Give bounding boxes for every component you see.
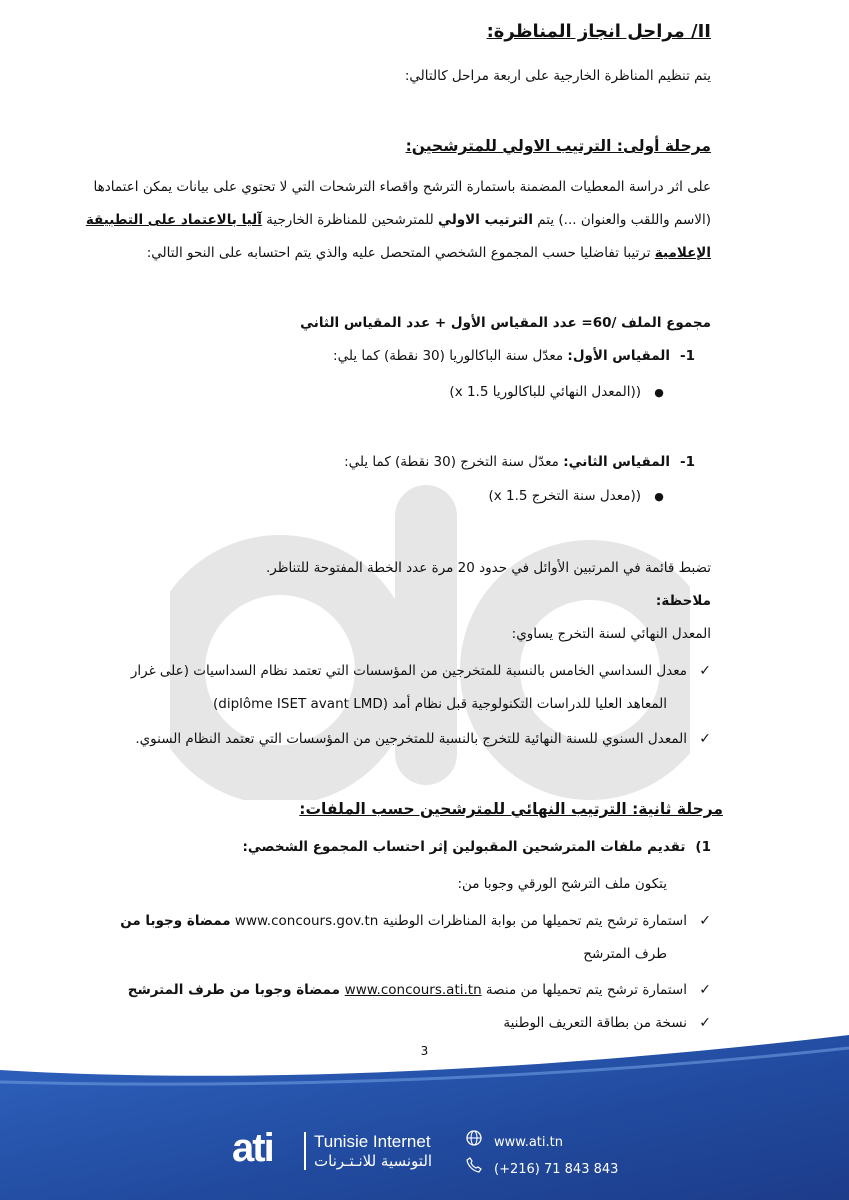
check-text: معدل السداسي الخامس بالنسبة للمتخرجين من المؤسسات التي تعتمد نظام السداسيات (على غرار [130, 663, 687, 679]
text-run: ترتيبا تفاضليا حسب المجموع الشخصي المتحصل عليه والذي يتم احتسابه على النحو التالي: [146, 245, 655, 261]
item-bold-text: ممضاة وجوبا من طرف المترشح [127, 982, 345, 998]
subheading-text: تقديم ملفات المترشحين المقبولين إثر احتساب المجموع الشخصي: [242, 839, 686, 855]
bullet-icon: ● [654, 490, 664, 503]
checkmark-icon: ✓ [699, 982, 711, 998]
list-number: 1- [679, 348, 695, 364]
criterion1-line [0, 346, 695, 366]
criterion-label: المقياس الثاني: [563, 454, 670, 470]
criterion1-bullet [0, 382, 667, 403]
criterion2-bullet [0, 486, 667, 507]
stage1-paragraph-line2 [0, 210, 711, 230]
composition-text: يتكون ملف الترشح الورقي وجوبا من: [457, 876, 667, 892]
criterion-label: المقياس الأول: [567, 348, 670, 364]
brand-arabic: التونسية للانـتـرنات [314, 1152, 433, 1170]
checkmark-icon: ✓ [699, 663, 711, 679]
stage2-subheading [0, 837, 711, 857]
item-text: استمارة ترشح يتم تحميلها من بوابة المناظرات الوطنية www.concours.gov.tn [230, 913, 687, 929]
checkmark-icon: ✓ [699, 1015, 711, 1031]
bold-term: الترتيب الاولي [438, 212, 534, 228]
note-label: ملاحظة: [655, 593, 711, 609]
phone-number: (+216) 71 843 843 [494, 1162, 619, 1177]
check-item-1-continued: المعاهد العليا للدراسات التكنولوجية قبل نظام أمد (diplôme ISET avant LMD) [212, 696, 667, 712]
stage1-paragraph-line3 [0, 243, 711, 263]
file-item-2 [0, 980, 711, 1000]
bullet-icon: ● [654, 386, 664, 399]
stage2-title: مرحلة ثانية: الترتيب النهائي للمترشحين حسب الملفات: [299, 800, 723, 818]
item-text: استمارة ترشح يتم تحميلها من منصة [481, 982, 687, 998]
list-number: 1) [695, 839, 711, 855]
footer-band [0, 1030, 849, 1200]
checkmark-icon: ✓ [699, 913, 711, 929]
text-run: (الاسم واللقب والعنوان ...) يتم [533, 212, 711, 228]
website-link[interactable]: www.ati.tn [494, 1135, 563, 1150]
stage1-paragraph-line1: على اثر دراسة المعطيات المضمنة باستمارة الترشح واقصاء الترشحات التي لا تحتوي على بيانات يمكن اعتمادها [93, 179, 711, 195]
bold-underlined-term: آليا بالاعتماد على التطبيقة [85, 212, 262, 228]
stage1-title: مرحلة أولى: الترتيب الاولي للمترشحين: [405, 137, 711, 155]
item-text: نسخة من بطاقة التعريف الوطنية [503, 1015, 687, 1031]
ranking-list-note: تضبط قائمة في المرتبين الأوائل في حدود 20 مرة عدد الخطة المفتوحة للتناظر. [265, 560, 711, 576]
intro-text: يتم تنظيم المناظرة الخارجية على اربعة مراحل كالتالي: [404, 68, 711, 84]
criterion2-line [0, 452, 695, 472]
check-item-1 [0, 661, 711, 681]
bold-underlined-term: الإعلامية [654, 245, 711, 261]
check-text: المعدل السنوي للسنة النهائية للتخرج بالنسبة للمتخرجين من المؤسسات التي تعتمد النظام السنوي. [135, 731, 687, 747]
phone-icon [466, 1157, 484, 1177]
brand-english: Tunisie Internet [314, 1132, 431, 1151]
text-run: للمترشحين للمناظرة الخارجية [261, 212, 439, 228]
item-bold-text: ممضاة وجوبا من [120, 913, 231, 929]
globe-icon [466, 1130, 484, 1150]
phone-contact [466, 1157, 618, 1177]
page-number: 3 [420, 1044, 429, 1058]
checkmark-icon: ✓ [699, 731, 711, 747]
list-number: 1- [679, 454, 695, 470]
bullet-text: ((المعدل النهائي للباكالوريا x 1.5) [449, 384, 641, 400]
criterion-text: معدّل سنة الباكالوريا (30 نقطة) كما يلي: [333, 348, 568, 364]
file-composition [0, 874, 667, 894]
ati-logo: ati [232, 1126, 273, 1170]
bullet-text: ((معدل سنة التخرج x 1.5) [488, 488, 641, 504]
main-heading: II/ مراحل انجاز المناظرة: [486, 21, 711, 42]
file-item-1-continued: طرف المترشح [583, 946, 667, 962]
file-item-1 [0, 911, 711, 931]
note-intro: المعدل النهائي لسنة التخرج يساوي: [511, 626, 711, 642]
check-item-2 [0, 729, 711, 749]
score-formula: مجموع الملف /60= عدد المقياس الأول + عدد المقياس الثاني [300, 315, 711, 331]
logo-divider [304, 1132, 306, 1170]
criterion-text: معدّل سنة التخرج (30 نقطة) كما يلي: [344, 454, 564, 470]
website-contact [466, 1130, 563, 1150]
concours-ati-link[interactable]: www.concours.ati.tn [344, 982, 482, 998]
